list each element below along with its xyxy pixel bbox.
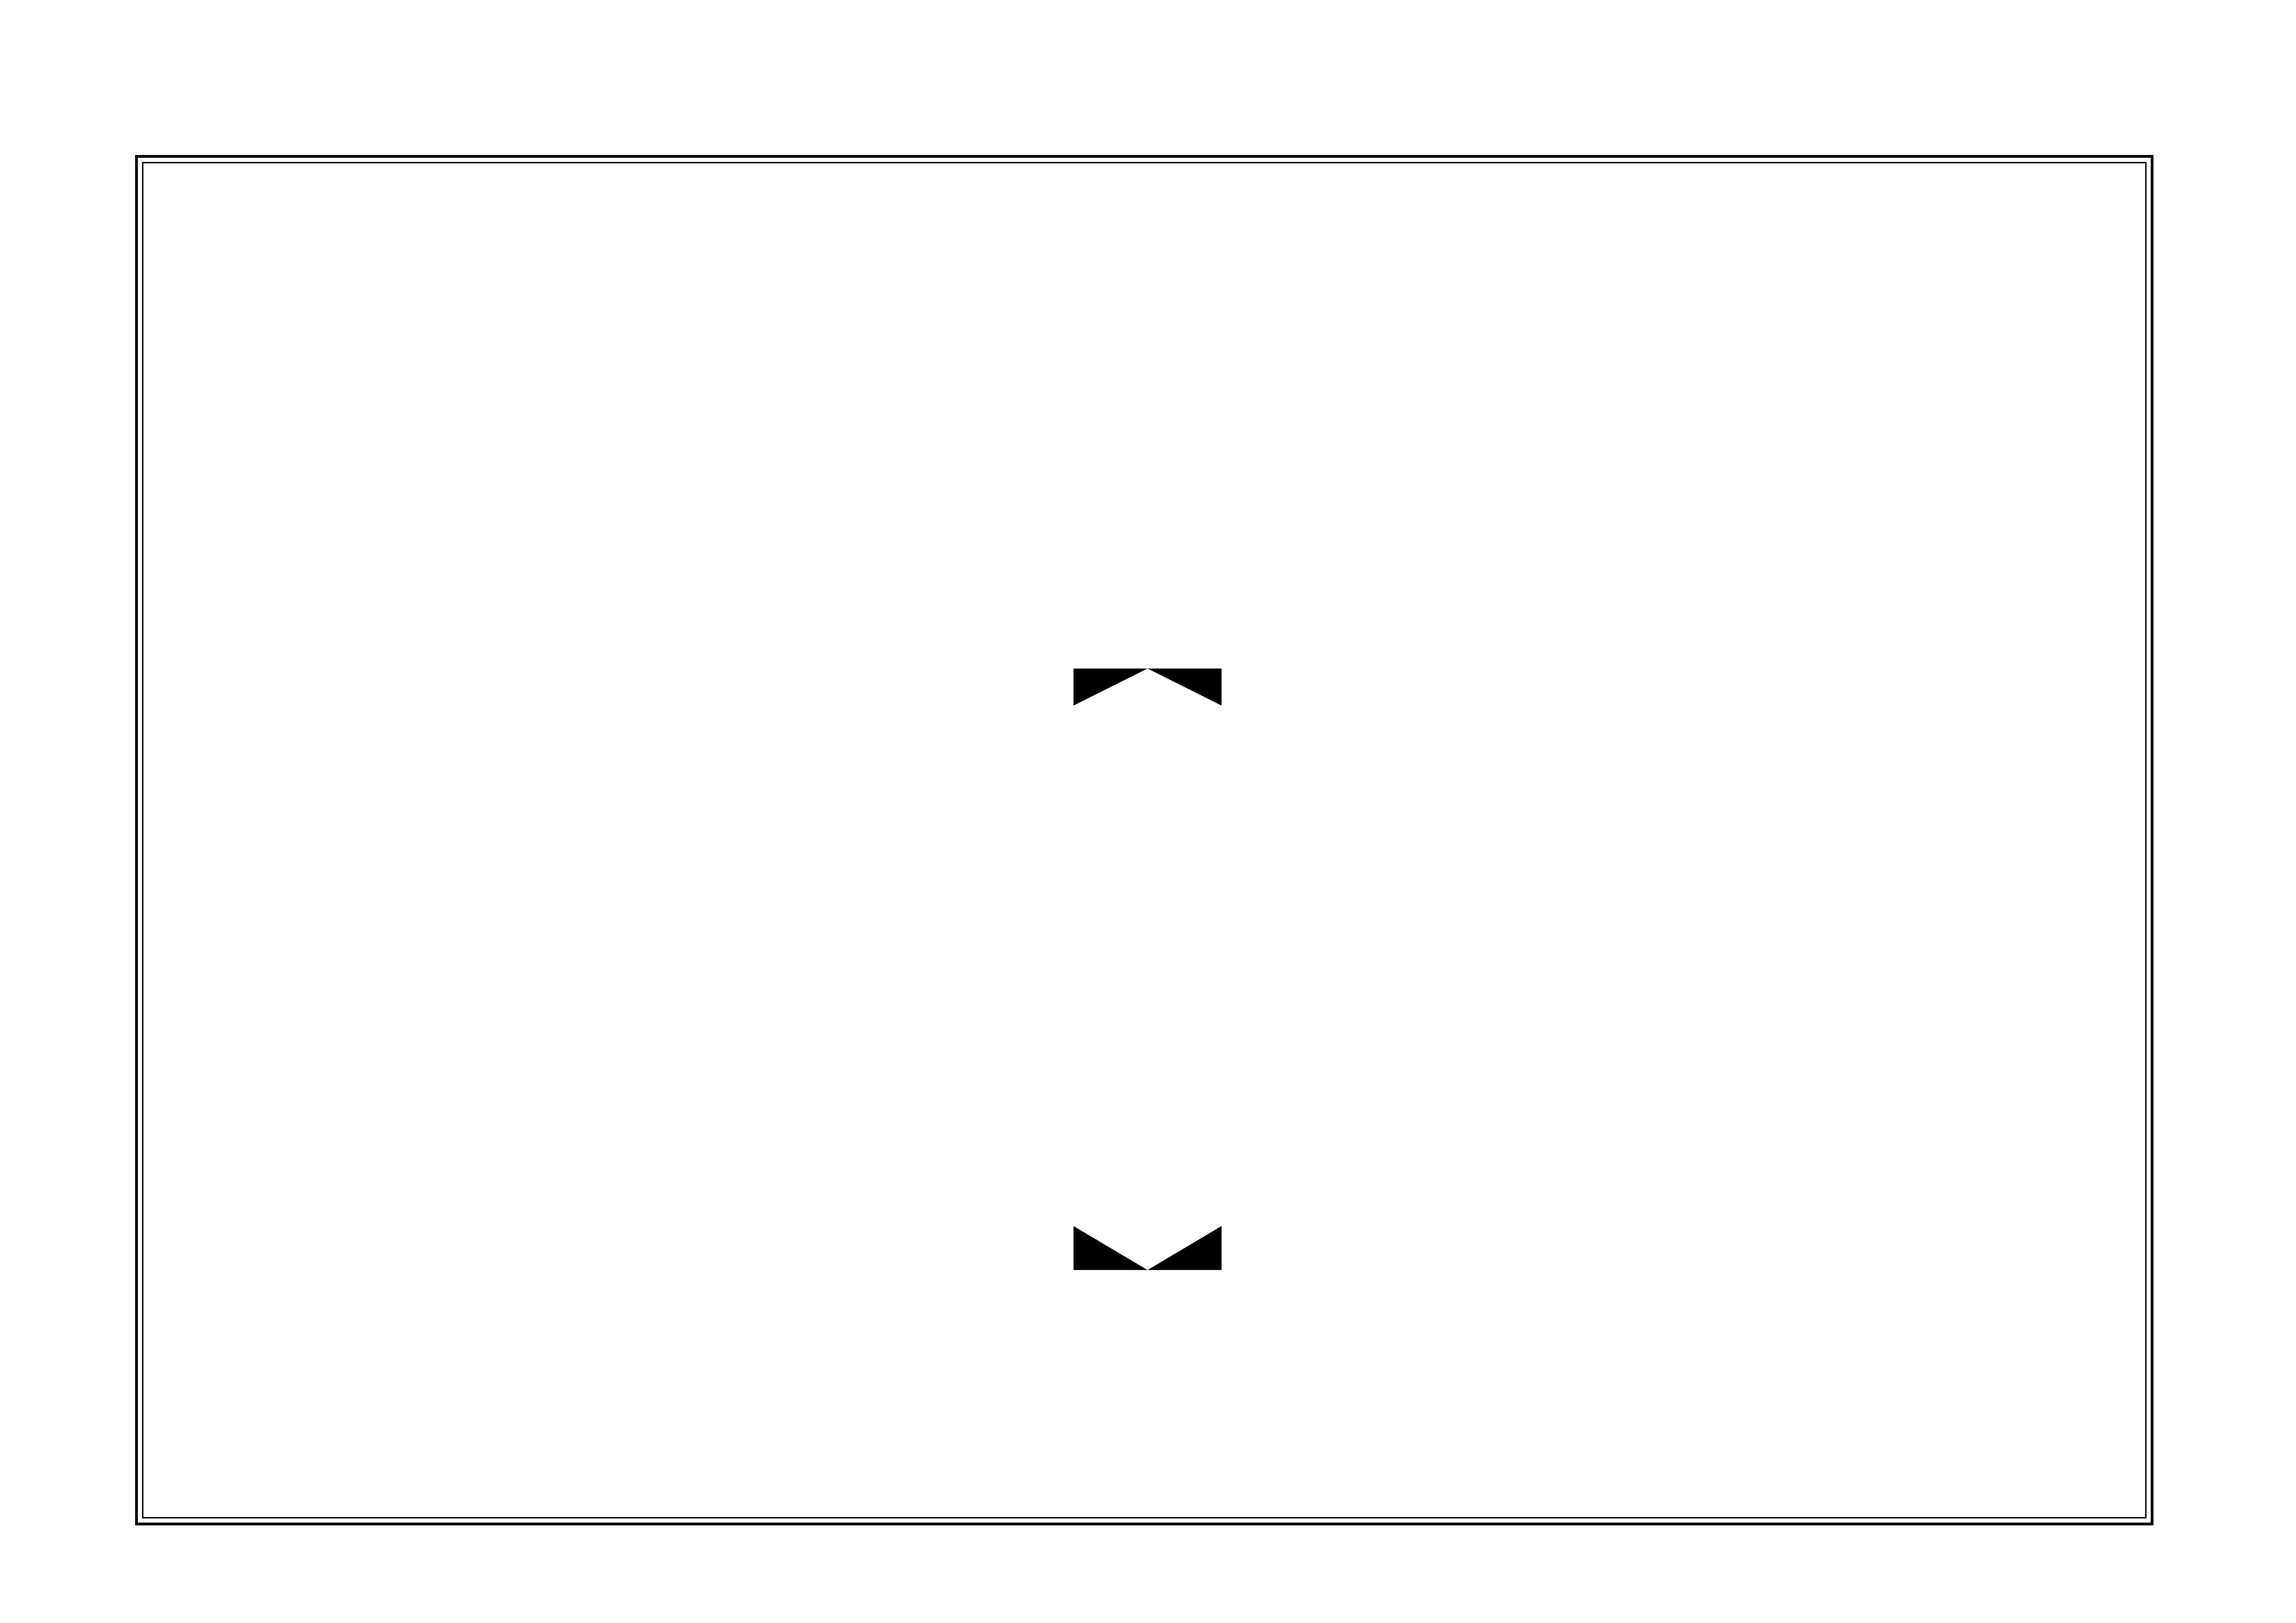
fishtail-top-right [1148,669,1222,706]
fishtail-bottom-left [1074,1226,1148,1270]
fishtail-bottom-right [1148,1226,1222,1270]
fishtail-top-left [1074,669,1148,706]
hall-name [1074,1282,1222,1518]
book-spine [1074,162,1222,1518]
